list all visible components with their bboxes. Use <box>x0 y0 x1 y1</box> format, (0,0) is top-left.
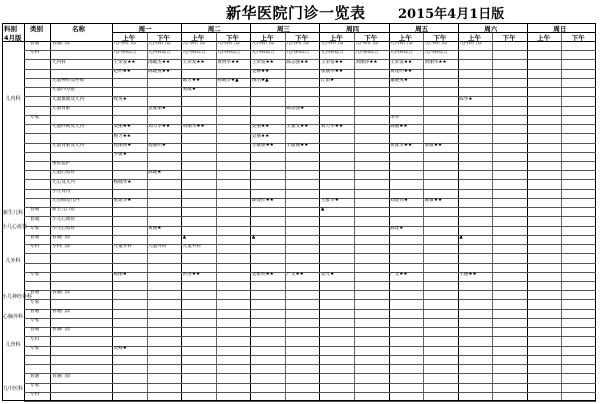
row-name: 儿童心血管 <box>52 170 75 176</box>
schedule-cell: ▲ <box>182 235 187 241</box>
row-category: 专家 <box>30 318 40 324</box>
schedule-cell: 陈志强★ <box>286 105 305 111</box>
header-day: 周六 <box>484 25 498 33</box>
department-label: 新生儿科 <box>2 209 23 216</box>
row-name: 儿童肾脏 <box>52 105 71 111</box>
row-divider <box>24 383 596 384</box>
schedule-cell: 江雨★ <box>320 78 335 84</box>
row-name: 普通门诊 <box>52 327 71 333</box>
schedule-cell: 张建华★ <box>113 198 132 204</box>
schedule-cell: 儿内科门诊 <box>320 41 344 47</box>
row-category: 普通 <box>30 235 40 241</box>
row-category: 专家 <box>30 225 40 231</box>
schedule-cell: 王敏丽★★ <box>286 142 309 148</box>
schedule-cell: 牧英★ <box>113 96 127 102</box>
schedule-cell: 严文★★ <box>286 271 304 277</box>
department-label: 心胸外科 <box>2 314 23 321</box>
schedule-cell: 罗敏★ <box>113 151 127 157</box>
row-name: 普通门诊 <box>52 290 71 296</box>
schedule-cell: 儿内科门诊 <box>148 41 172 47</box>
row-divider <box>24 299 596 300</box>
schedule-cell: 杨晓华★▲ <box>217 78 239 84</box>
schedule-cell: ▲ <box>320 207 325 213</box>
schedule-cell: 王荣发★★ <box>182 59 205 65</box>
schedule-cell: 杨力★★ <box>113 133 131 139</box>
schedule-cell: 王荣发★★ <box>251 59 274 65</box>
schedule-cell: 陈丽★ <box>113 271 127 277</box>
schedule-cell: 赵明★★ <box>113 68 131 74</box>
department-label: 小儿神经外科 <box>2 293 33 300</box>
schedule-cell: 陈晓燕★★ <box>148 68 171 74</box>
header-pm: 下午 <box>156 34 170 42</box>
row-divider <box>24 318 596 319</box>
schedule-cell: 刘建伟★ <box>390 198 408 204</box>
department-label: 儿中医科 <box>2 386 23 393</box>
schedule-cell: 刘丽萍★★ <box>355 59 378 65</box>
schedule-cell: 儿内科综合 <box>217 50 241 56</box>
day-divider <box>527 23 528 401</box>
schedule-cell: 张丽华★★ <box>320 68 343 74</box>
schedule-cell: 儿内科综合 <box>390 50 414 56</box>
row-name: 儿童血液及儿内 <box>52 96 85 102</box>
row-divider <box>24 336 596 337</box>
header-am: 上午 <box>122 34 136 42</box>
column-divider <box>112 23 113 401</box>
schedule-cell: 刘力华★★ <box>320 124 343 130</box>
row-category: 普通 <box>30 41 40 47</box>
header-day: 周四 <box>346 25 359 33</box>
header-name: 名称 <box>72 25 85 33</box>
schedule-cell: 儿内科门诊 <box>251 41 275 47</box>
row-category: 专科 <box>30 391 40 397</box>
header-pm: 下午 <box>226 34 239 42</box>
version-label: 2015年4月1日版 <box>398 7 505 22</box>
row-name: 普通门诊 <box>52 373 71 379</box>
schedule-cell: 陈华★ <box>459 96 473 102</box>
header-am: 上午 <box>537 34 551 42</box>
row-divider <box>24 69 596 70</box>
row-divider <box>24 346 596 347</box>
row-divider <box>24 253 596 254</box>
schedule-cell: 刘力华★★ <box>148 124 171 130</box>
department-label: 儿骨科 <box>5 341 21 348</box>
schedule-cell: 儿内科门诊 <box>390 41 414 47</box>
schedule-cell: 儿内科综合 <box>182 50 206 56</box>
schedule-cell: 王荣发★★ <box>390 59 413 65</box>
row-category: 专家 <box>30 271 40 277</box>
row-name: 重症监护 <box>52 161 71 167</box>
row-divider <box>24 364 596 365</box>
header-am: 上午 <box>329 34 343 42</box>
row-name: 儿内科 <box>52 59 66 65</box>
department-label: 小儿心血管 <box>2 223 28 230</box>
schedule-cell: 严文★★ <box>390 271 408 277</box>
row-divider <box>24 133 596 134</box>
schedule-cell: 儿内科门诊 <box>459 41 483 47</box>
header-am: 上午 <box>260 34 274 42</box>
schedule-cell: 黄明华★★ <box>217 59 240 65</box>
row-category: 普通 <box>30 327 40 333</box>
schedule-cell: 王荣发★★ <box>320 59 343 65</box>
schedule-cell: ▲ <box>459 235 463 241</box>
header-am: 上午 <box>468 34 481 42</box>
schedule-cell: 儿内科门诊 <box>182 41 206 47</box>
schedule-cell: 儿内科综合 <box>113 50 137 56</box>
row-category: 普通 <box>30 290 40 296</box>
row-name: 儿心及儿内 <box>52 179 75 185</box>
row-divider <box>24 392 596 393</box>
department-label: 儿外科 <box>5 257 21 264</box>
row-divider <box>24 152 596 153</box>
row-divider <box>24 115 596 116</box>
column-divider <box>24 23 25 401</box>
header-day: 周日 <box>553 25 567 33</box>
row-name: 小儿肾内 <box>52 188 71 194</box>
schedule-cell: 黄建明★★ <box>390 68 413 74</box>
header-day: 周二 <box>207 25 221 33</box>
schedule-cell: 王敏丽★★ <box>251 142 274 148</box>
table-border-bottom <box>2 400 596 401</box>
header-month: 4月版 <box>4 34 22 42</box>
schedule-cell: 董晓燕★ <box>390 78 408 84</box>
day-divider <box>458 23 459 401</box>
row-name: 普通门诊 <box>52 235 71 241</box>
schedule-table <box>2 23 596 401</box>
schedule-cell: 儿内科门诊 <box>113 41 137 47</box>
row-category: 专家 <box>30 299 40 305</box>
schedule-cell: 陈建★ <box>390 225 404 231</box>
schedule-cell: 吴丽★★ <box>251 124 270 130</box>
schedule-cell: 薛建红★★ <box>251 198 274 204</box>
row-category: 普通 <box>30 373 40 379</box>
document-header <box>0 0 600 22</box>
schedule-cell: 傅浩★▲ <box>251 78 269 84</box>
schedule-cell: 王雅华★ <box>320 198 339 204</box>
row-name: 儿童内分泌 <box>52 87 75 93</box>
schedule-cell: 陈丽★★ <box>390 124 408 130</box>
schedule-cell: 金柳★★ <box>251 68 270 74</box>
schedule-cell: 王雅文★★ <box>286 124 309 130</box>
row-name: 儿心肺及儿内 <box>52 198 80 204</box>
schedule-cell: 儿童外科 <box>148 244 167 250</box>
department-label: 儿内科 <box>5 96 21 103</box>
header-am: 上午 <box>398 34 412 42</box>
table-border-top <box>2 23 596 24</box>
schedule-cell: 黄丽★ <box>148 225 162 231</box>
header-pm: 下午 <box>433 34 447 42</box>
header-category: 类别 <box>30 25 43 33</box>
row-name: 新生儿门诊 <box>52 207 75 213</box>
schedule-cell: 儿内科综合 <box>320 50 344 56</box>
column-divider <box>595 23 596 401</box>
header-pm: 下午 <box>295 34 309 42</box>
header-department: 科别 <box>4 25 17 33</box>
row-category: 普通 <box>30 216 40 222</box>
row-category: 普通 <box>30 308 40 314</box>
schedule-cell: 刘敏★ <box>182 87 196 93</box>
schedule-cell: 王丽★★ <box>459 271 477 277</box>
column-divider <box>50 23 51 401</box>
schedule-cell: 儿内科综合 <box>424 50 448 56</box>
header-day: 周五 <box>415 25 429 33</box>
row-category: 普通 <box>30 207 40 213</box>
schedule-cell: 儿童外科 <box>113 244 132 250</box>
schedule-cell: 邵敏杰★★ <box>148 59 171 65</box>
schedule-cell: 吴峰★ <box>113 345 127 351</box>
row-category: 专家 <box>30 115 40 121</box>
row-name: 小儿心血管 <box>52 216 75 222</box>
row-divider <box>24 401 596 402</box>
row-name: 小儿心血管 <box>52 225 75 231</box>
schedule-cell: 陈芳★★ <box>182 78 201 84</box>
schedule-cell: 杨晓华★ <box>113 179 132 185</box>
schedule-cell: 程丽明★ <box>113 142 132 148</box>
schedule-cell: 陈晓★ <box>148 170 162 176</box>
schedule-cell: 吴凡★ <box>320 271 335 277</box>
row-category: 专科 <box>30 336 40 342</box>
schedule-cell: 蔡敏★★ <box>424 142 443 148</box>
schedule-cell: 儿内科门诊 <box>286 41 310 47</box>
header-day: 周一 <box>138 25 152 33</box>
schedule-cell: 儿内科综合 <box>251 50 275 56</box>
schedule-cell: 陈志强★★ <box>286 59 309 65</box>
row-divider <box>24 263 596 264</box>
row-name: 儿童神经及呼吸 <box>52 78 85 84</box>
row-name: 专科门诊 <box>52 244 71 250</box>
schedule-cell: 周丽华★★ <box>182 124 205 130</box>
schedule-cell: 儿内科门诊 <box>424 41 448 47</box>
schedule-cell: 黄雅华★★ <box>390 142 413 148</box>
header-pm: 下午 <box>502 34 516 42</box>
schedule-cell: 金雅丽★ <box>148 105 166 111</box>
schedule-cell: 李华 <box>390 115 400 121</box>
schedule-cell: 吴丽★★ <box>251 133 270 139</box>
schedule-cell: 儿童外科 <box>182 244 202 250</box>
row-name: 普通门诊 <box>52 41 71 47</box>
row-name: 普通门诊 <box>52 308 71 314</box>
row-category: 专科 <box>30 50 40 56</box>
header-pm: 下午 <box>571 34 585 42</box>
schedule-cell: 儿内科门诊 <box>217 41 241 47</box>
schedule-cell: 程丽明★ <box>148 142 166 148</box>
header-am: 上午 <box>191 34 205 42</box>
row-category: 专家 <box>30 382 40 388</box>
row-name: 儿童肾脏及儿内 <box>52 142 85 148</box>
schedule-cell: 儿内科综合 <box>286 50 310 56</box>
row-category: 专家 <box>30 345 40 351</box>
schedule-cell: ▲ <box>251 235 256 241</box>
header-day: 周三 <box>276 25 290 33</box>
schedule-cell: 吴丽★★ <box>113 124 131 130</box>
row-name: 儿童呼吸及儿内 <box>52 124 85 130</box>
schedule-cell: 黄丽华★★ <box>424 59 447 65</box>
row-divider <box>24 355 596 356</box>
row-divider <box>24 281 596 282</box>
schedule-cell: 儿内科综合 <box>355 50 379 56</box>
schedule-cell: 王荣发★★ <box>113 59 136 65</box>
schedule-cell: 陈敏★★ <box>424 198 443 204</box>
schedule-cell: 金雅明★★ <box>251 271 274 277</box>
schedule-cell: 洪涛★★ <box>182 271 201 277</box>
header-pm: 下午 <box>364 34 378 42</box>
row-category: 专科 <box>30 244 40 250</box>
schedule-cell: 儿内科综合 <box>148 50 172 56</box>
page-title: 新华医院门诊一览表 <box>226 4 366 22</box>
schedule-cell: 儿内科门诊 <box>355 41 379 47</box>
